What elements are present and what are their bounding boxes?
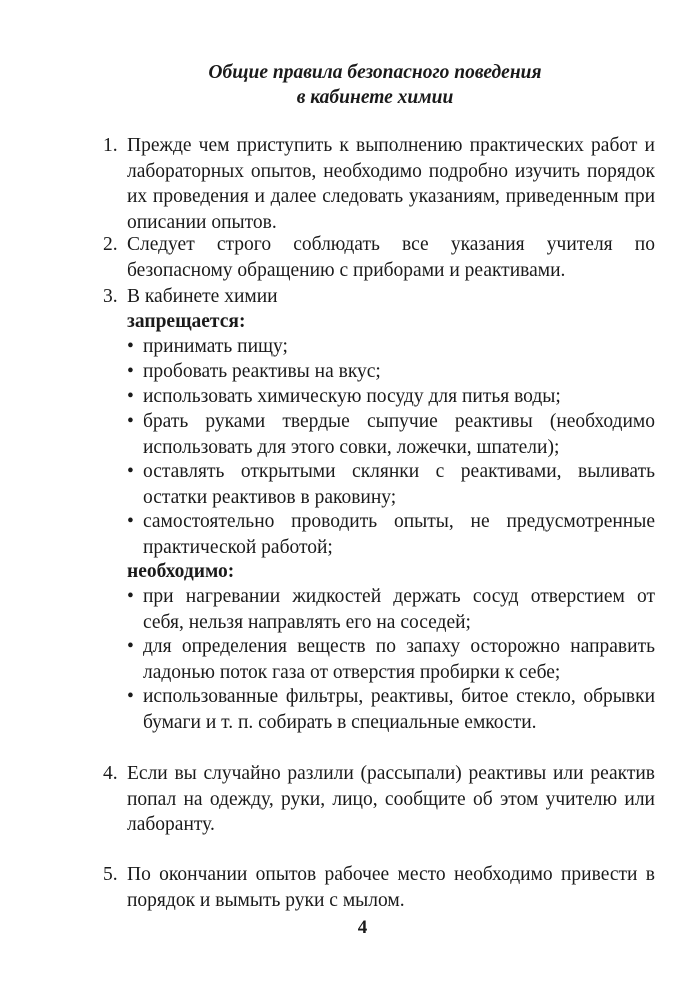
bullet-icon: •	[127, 461, 134, 482]
bullet-icon: •	[127, 386, 134, 407]
bullet-icon: •	[127, 686, 134, 707]
list-item: для определения веществ по запаху осторожно направить ладонью поток газа от отверстия пробирки к себе;	[143, 636, 655, 683]
item-number: 1.	[103, 135, 118, 156]
list-item: использованные фильтры, реактивы, битое стекло, обрывки бумаги и т. п. собирать в специальные емкости.	[143, 686, 655, 733]
title-line-1: Общие правила безопасного поведения	[208, 62, 542, 83]
required-heading: необходимо:	[127, 561, 235, 582]
bullet-icon: •	[127, 361, 134, 382]
item-number: 3.	[103, 286, 118, 307]
list-item: брать руками твердые сыпучие реактивы (необходимо использовать для этого совки, ложечки, шпатели);	[143, 411, 655, 458]
title-line-2: в кабинете химии	[296, 87, 454, 108]
bullet-icon: •	[127, 586, 134, 607]
list-item: самостоятельно проводить опыты, не предусмотренные практической работой;	[143, 511, 655, 558]
item-text: Следует строго соблюдать все указания учителя по безопасному обращению с приборами и реактивами.	[127, 234, 655, 281]
item-text: Прежде чем приступить к выполнению практических работ и лабораторных опытов, необходимо подробно изучить порядок их проведения и далее следовать указаниям, приведенным при описании опытов.	[127, 135, 655, 233]
list-item: принимать пищу;	[143, 336, 288, 357]
bullet-icon: •	[127, 411, 134, 432]
bullet-icon: •	[127, 636, 134, 657]
item-number: 4.	[103, 763, 118, 784]
list-item: использовать химическую посуду для питья воды;	[143, 386, 561, 407]
list-item: при нагревании жидкостей держать сосуд отверстием от себя, нельзя направлять его на соседей;	[143, 586, 655, 633]
item-text: Если вы случайно разлили (рассыпали) реактивы или реактив попал на одежду, руки, лицо, сообщите об этом учителю или лаборанту.	[127, 763, 655, 835]
bullet-icon: •	[127, 336, 134, 357]
list-item: оставлять открытыми склянки с реактивами, выливать остатки реактивов в раковину;	[143, 461, 655, 508]
item-number: 2.	[103, 234, 118, 255]
bullet-icon: •	[127, 511, 134, 532]
item-number: 5.	[103, 864, 118, 885]
list-item: пробовать реактивы на вкус;	[143, 361, 381, 382]
page-number: 4	[357, 917, 368, 938]
item-intro: В кабинете химии	[127, 286, 278, 307]
forbidden-heading: запрещается:	[127, 311, 246, 332]
item-text: По окончании опытов рабочее место необходимо привести в порядок и вымыть руки с мылом.	[127, 864, 655, 911]
